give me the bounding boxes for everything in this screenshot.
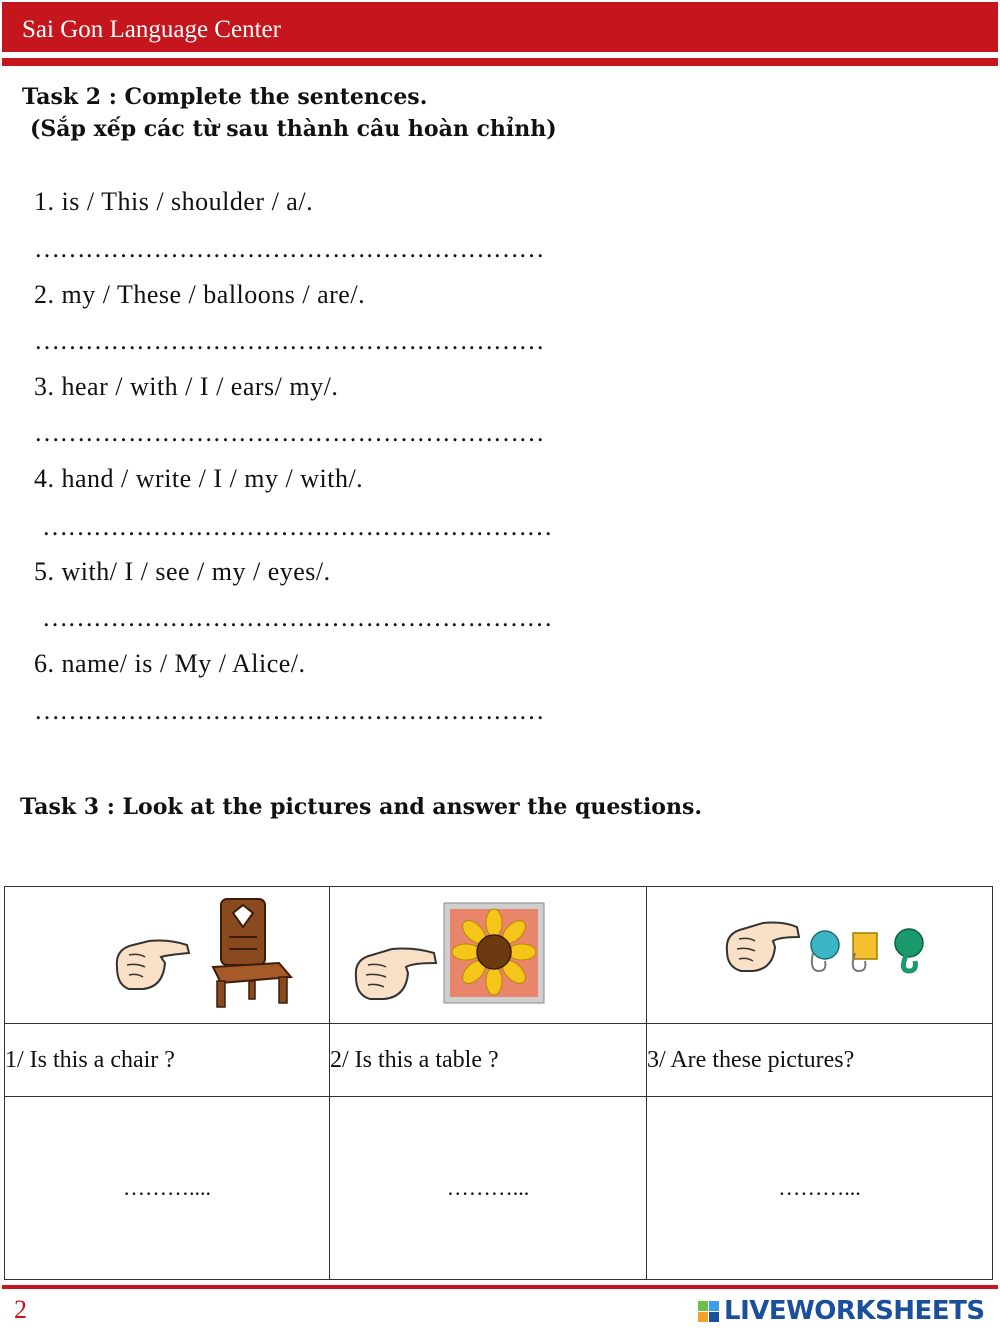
task3-answer-3[interactable]: ………... bbox=[647, 1097, 993, 1280]
task3-answer-2[interactable]: ………... bbox=[330, 1097, 647, 1280]
task3-answer-1[interactable]: ……….... bbox=[5, 1097, 330, 1280]
task2-title: Task 2 : Complete the sentences. bbox=[22, 84, 428, 110]
task2-answer-2[interactable]: …………………………………………………… bbox=[34, 326, 544, 355]
task2-answer-4[interactable]: …………………………………………………… bbox=[42, 512, 552, 541]
sunflower-icon bbox=[444, 903, 544, 1003]
pointing-hand-hooks-picture bbox=[721, 909, 941, 989]
task3-table bbox=[4, 886, 993, 1280]
hooks-icon bbox=[811, 929, 923, 971]
task2-answer-5[interactable]: …………………………………………………… bbox=[42, 603, 552, 632]
header-divider bbox=[2, 58, 998, 66]
task3-title: Task 3 : Look at the pictures and answer the questions. bbox=[20, 794, 703, 820]
task2-answer-1[interactable]: …………………………………………………… bbox=[34, 234, 544, 263]
task3-question-3: 3/ Are these pictures? bbox=[647, 1024, 993, 1097]
pointing-hand-icon bbox=[356, 949, 436, 1000]
task2-question-2: 2. my / These / balloons / are/. bbox=[34, 280, 366, 309]
question-row bbox=[5, 1024, 993, 1097]
liveworksheets-logo-icon bbox=[698, 1301, 720, 1323]
task3-question-1: 1/ Is this a chair ? bbox=[5, 1024, 330, 1097]
task2-answer-3[interactable]: …………………………………………………… bbox=[34, 418, 544, 447]
liveworksheets-brand[interactable]: LIVEWORKSHEETS bbox=[724, 1296, 985, 1326]
picture-row bbox=[5, 887, 993, 1024]
chair-icon bbox=[213, 899, 291, 1007]
task3-question-2: 2/ Is this a table ? bbox=[330, 1024, 647, 1097]
task2-question-6: 6. name/ is / My / Alice/. bbox=[34, 649, 306, 678]
picture-cell-2 bbox=[330, 887, 647, 1024]
footer-divider bbox=[2, 1285, 998, 1289]
page-number: 2 bbox=[14, 1295, 27, 1324]
pointing-hand-icon bbox=[117, 941, 189, 990]
task2-subtitle: (Sắp xếp các từ sau thành câu hoàn chỉnh) bbox=[30, 116, 557, 142]
task2-question-1: 1. is / This / shoulder / a/. bbox=[34, 187, 314, 216]
picture-cell-3 bbox=[647, 887, 993, 1024]
pointing-hand-icon bbox=[727, 923, 799, 972]
task2-question-5: 5. with/ I / see / my / eyes/. bbox=[34, 557, 331, 586]
pointing-hand-sunflower-picture bbox=[348, 901, 558, 1011]
task2-question-4: 4. hand / write / I / my / with/. bbox=[34, 464, 364, 493]
picture-cell-1 bbox=[5, 887, 330, 1024]
pointing-hand-chair-picture bbox=[109, 897, 309, 1013]
header-title: Sai Gon Language Center bbox=[22, 16, 281, 43]
answer-row bbox=[5, 1097, 993, 1280]
task2-question-3: 3. hear / with / I / ears/ my/. bbox=[34, 372, 339, 401]
task2-answer-6[interactable]: …………………………………………………… bbox=[34, 696, 544, 725]
